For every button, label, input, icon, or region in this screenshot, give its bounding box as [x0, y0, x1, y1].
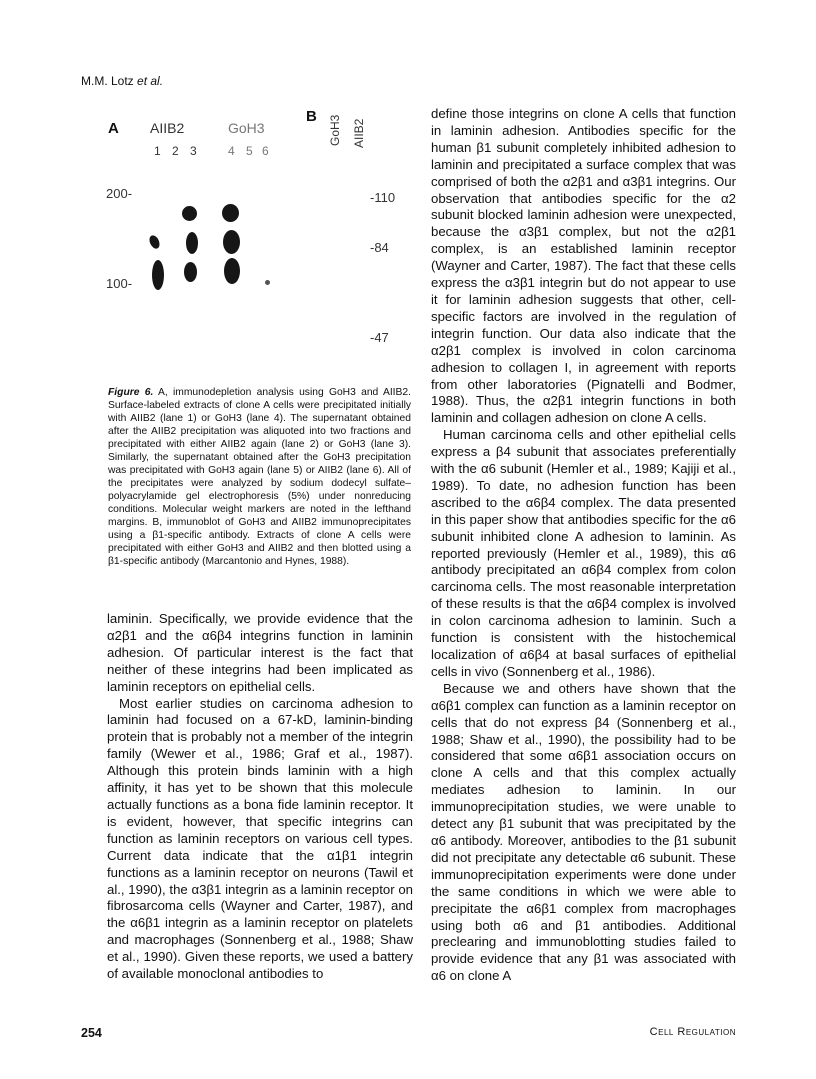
paragraph: Because we and others have shown that the α6β1 complex can function as a laminin receptor on cells that do not express β4 (Sonnenberg et al., 1988; Shaw et al., 1990), the possibility had to be considered that some α6β1 association occurs on clone A cells and that this complex actually mediates adhesion to laminin. In our immunoprecipitation studies, we were unable to detect any β1 subunit that was precipitated by the α6 antibody. Moreover, antibodies to the β1 subunit did not precipitate any detectable α6 subunit. These immunoprecipitation experiments were done under the same conditions in which we were able to precipitate the α6β1 complex from macrophages using both α6 and β1 antibodies. Additional preclearing and immunoblotting studies failed to provide evidence that any β1 was associated with α6 on clone A [431, 680, 736, 984]
lane-4-label: 4 [228, 144, 235, 158]
journal-name: Cell Regulation [649, 1026, 736, 1038]
caption-text: A, immunodepletion analysis using GoH3 and AIIB2. Surface-labeled extracts of clone A cells were precipitated initially with AIIB2 (lane 1) or GoH3 (lane 4). The supernatant obtained after the AIIB2 precipitation was aliquoted into two fractions and precipitated with either AIIB2 again (lane 2) or GoH3 (lane 3). Similarly, the supernatant obtained after the GoH3 precipitation was precipitated with GoH3 again (lane 5) or AIIB2 (lane 6). All of the precipitates were analyzed by sodium dodecyl sulfate–polyacrylamide gel electrophoresis (5%) under nonreducing conditions. Molecular weight markers are noted in the lefthand margins. B, immunoblot of GoH3 and AIIB2 immunoprecipitates using a β1-specific antibody. Extracts of clone A cells were precipitated with either GoH3 and AIIB2 and then blotted using a β1-specific antibody (Marcantonio and Hynes, 1988). [108, 387, 411, 567]
gel-band [182, 206, 197, 221]
mw-marker-47: -47 [370, 330, 389, 345]
mw-marker-100: 100- [106, 276, 133, 291]
gel-band [223, 230, 240, 254]
mw-marker-200: 200- [106, 186, 133, 201]
gel-band [152, 260, 164, 290]
panel-b-letter: B [306, 108, 317, 125]
gel-band [222, 204, 239, 222]
panel-b-antibody-goh3: GoH3 [328, 114, 342, 146]
left-column [107, 611, 413, 983]
mw-marker-110: -110 [370, 190, 396, 205]
paragraph: Human carcinoma cells and other epithelial cells express a β4 subunit that associates preferentially with the α6 subunit (Hemler et al., 1989; Kajiji et al., 1989). To date, no adhesion function has been ascribed to the α6β4 complex. The data presented in this paper show that antibodies specific for the α6 subunit inhibited clone A adhesion to laminin. As reported previously (Hemler et al., 1989), this α6 antibody precipitated an α6β4 complex from colon carcinoma cells. The most reasonable interpretation of these results is that the α6β4 complex is involved in colon carcinoma adhesion to laminin. Such a function is consistent with the histochemical localization of α6β4 at basal surfaces of epithelial cells in vivo (Sonnenberg et al., 1986). [431, 427, 736, 679]
gel-band [224, 258, 240, 284]
gel-band [265, 280, 270, 285]
panel-a-antibody-goh3: GoH3 [228, 120, 265, 136]
figure-caption [108, 386, 411, 568]
lane-1-label: 1 [154, 144, 161, 158]
panel-a-letter: A [108, 120, 119, 137]
running-head-authors: M.M. Lotz [81, 74, 134, 88]
running-head-etal: et al. [137, 74, 164, 88]
paragraph: Most earlier studies on carcinoma adhesion to laminin had focused on a 67-kD, laminin-binding protein that is probably not a member of the integrin family (Wewer et al., 1986; Graf et al., 1987). Although this protein binds laminin with a high affinity, it has yet to be shown that this molecule actually functions as a bona fide laminin receptor. It is evident, however, that specific integrins can function as laminin receptors on various cell types. Current data indicate that the α1β1 integrin functions as a laminin receptor on neurons (Tawil et al., 1990), the α3β1 integrin as a laminin receptor on fibrosarcoma cells (Wayner and Carter, 1987), and the α6β1 integrin as a laminin receptor on platelets and macrophages (Sonnenberg et al., 1988; Shaw et al., 1990). Given these reports, we used a battery of available monoclonal antibodies to [107, 695, 413, 982]
mw-marker-84: -84 [370, 240, 389, 255]
caption-label: Figure 6. [108, 387, 154, 398]
paragraph: define those integrins on clone A cells that function in laminin adhesion. Antibodies specific for the human β1 subunit completely inhibited adhesion to laminin and precipitated a surface complex that was comprised of both the α2β1 and α3β1 integrins. Our observation that antibodies specific for the α2 subunit blocked laminin adhesion were unexpected, because the α3β1 complex, but not the α2β1 complex, is an established laminin receptor (Wayner and Carter, 1987). The fact that these cells express the α3β1 integrin but do not appear to use it for laminin adhesion suggests that other, cell-specific factors are involved in the regulation of integrin function. Our data also indicate that the α2β1 complex is involved in colon carcinoma adhesion to collagen I, in agreement with reports from other laboratories (Pignatelli and Bodmer, 1988). Thus, the α2β1 integrin functions in both laminin and collagen adhesion on clone A cells. [431, 106, 736, 426]
figure-6 [100, 100, 420, 360]
lane-5-label: 5 [246, 144, 253, 158]
gel-band [147, 234, 161, 250]
panel-a-antibody-aiib2: AIIB2 [150, 120, 185, 136]
panel-b-antibody-aiib2: AIIB2 [352, 118, 366, 148]
gel-band [184, 262, 197, 282]
lane-2-label: 2 [172, 144, 179, 158]
paragraph: laminin. Specifically, we provide evidence that the α2β1 and the α6β4 integrins function in laminin adhesion. Of particular interest is the fact that neither of these integrins had been implicated as laminin receptors on epithelial cells. [107, 611, 413, 694]
gel-band [186, 232, 198, 254]
running-head [81, 74, 163, 88]
lane-6-label: 6 [262, 144, 269, 158]
right-column [431, 106, 736, 985]
page-number: 254 [81, 1026, 102, 1040]
lane-3-label: 3 [190, 144, 197, 158]
